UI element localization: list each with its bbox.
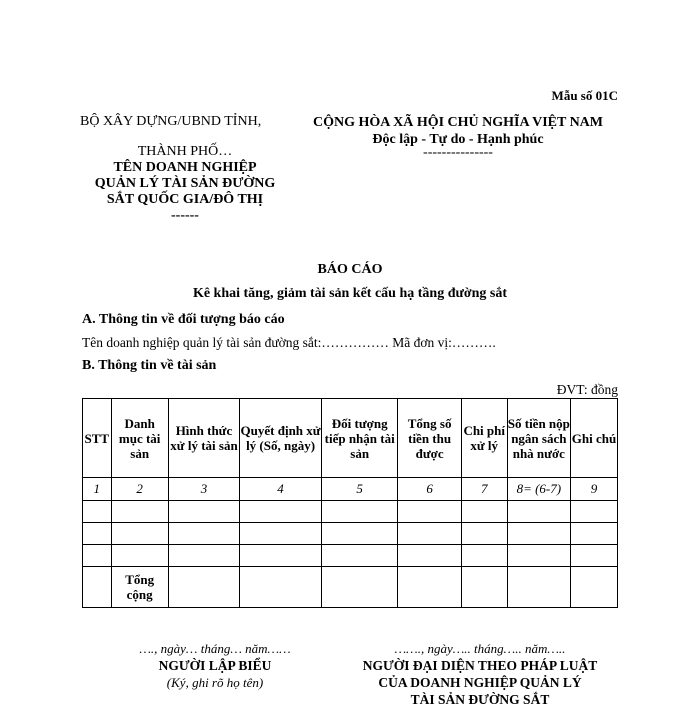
- header-recipient: Đối tượng tiếp nhận tài sản: [321, 399, 398, 478]
- table-cell: [398, 545, 461, 567]
- city-name: THÀNH PHỐ…: [137, 144, 233, 159]
- table-cell: [461, 523, 507, 545]
- table-cell: [111, 501, 168, 523]
- agency-name: BỘ XÂY DỰNG/UBND TỈNH,: [80, 114, 262, 129]
- asset-table: [82, 398, 618, 608]
- header-total-collected: Tổng số tiền thu được: [398, 399, 461, 478]
- index-cell: 8= (6-7): [507, 478, 570, 501]
- header-handling-method: Hình thức xử lý tài sản: [168, 399, 239, 478]
- index-cell: 4: [240, 478, 322, 501]
- header-decision: Quyết định xử lý (Số, ngày): [240, 399, 322, 478]
- index-cell: 2: [111, 478, 168, 501]
- index-cell: 7: [461, 478, 507, 501]
- header-notes: Ghi chú: [570, 399, 617, 478]
- national-motto: Độc lập - Tự do - Hạnh phúc: [372, 132, 544, 147]
- table-cell: [168, 567, 239, 608]
- table-index-row: [83, 478, 618, 501]
- index-cell: 6: [398, 478, 461, 501]
- header-asset-category: Danh mục tài sản: [111, 399, 168, 478]
- table-header-row: [83, 399, 618, 478]
- table-cell: [570, 501, 617, 523]
- table-cell: [321, 545, 398, 567]
- table-row: [83, 501, 618, 523]
- table-cell: [168, 545, 239, 567]
- table-cell: [240, 501, 322, 523]
- representative-date: ……., ngày….. tháng….. năm…..: [394, 641, 566, 656]
- form-number: Mẫu số 01C: [551, 88, 618, 103]
- index-cell: 9: [570, 478, 617, 501]
- total-label: Tổng cộng: [111, 567, 168, 608]
- issuing-agency-block: [80, 114, 290, 224]
- table-cell: [240, 545, 322, 567]
- country-name: CỘNG HÒA XÃ HỘI CHỦ NGHĨA VIỆT NAM: [312, 115, 603, 130]
- header-stt: STT: [83, 399, 112, 478]
- table-cell: [570, 523, 617, 545]
- report-title: BÁO CÁO: [317, 262, 383, 277]
- table-cell: [111, 523, 168, 545]
- table-cell: [461, 501, 507, 523]
- index-cell: 1: [83, 478, 112, 501]
- right-header-separator: ---------------: [423, 145, 493, 160]
- national-header-block: [288, 114, 628, 158]
- table-cell: [321, 523, 398, 545]
- table-cell: [461, 545, 507, 567]
- report-subtitle: Kê khai tăng, giảm tài sản kết cấu hạ tầng đường sắt: [192, 286, 508, 301]
- table-cell: [240, 567, 322, 608]
- section-b-heading: B. Thông tin về tài sản: [82, 358, 217, 373]
- representative-role-line2: CỦA DOANH NGHIỆP QUẢN LÝ: [378, 675, 582, 690]
- table-cell: [461, 567, 507, 608]
- section-a-heading: A. Thông tin về đối tượng báo cáo: [82, 312, 285, 327]
- enterprise-name-line3: SẮT QUỐC GIA/ĐÔ THỊ: [106, 192, 264, 207]
- preparer-role: NGƯỜI LẬP BIỂU: [158, 658, 272, 673]
- table-cell: [570, 545, 617, 567]
- preparer-note: (Ký, ghi rõ họ tên): [166, 675, 264, 690]
- table-cell: [321, 501, 398, 523]
- table-cell: [83, 545, 112, 567]
- representative-role-line3: TÀI SẢN ĐƯỜNG SẮT: [410, 692, 550, 707]
- table-total-row: [83, 567, 618, 608]
- preparer-signature-block: [90, 640, 340, 691]
- table-cell: [168, 501, 239, 523]
- table-cell: [83, 567, 112, 608]
- enterprise-name-line1: TÊN DOANH NGHIỆP: [113, 160, 257, 175]
- preparer-date: …., ngày… tháng… năm……: [139, 641, 291, 656]
- table-cell: [507, 545, 570, 567]
- index-cell: 3: [168, 478, 239, 501]
- table-cell: [168, 523, 239, 545]
- currency-unit: ĐVT: đồng: [556, 382, 618, 397]
- table-cell: [507, 567, 570, 608]
- header-state-budget: Số tiền nộp ngân sách nhà nước: [507, 399, 570, 478]
- table-cell: [83, 501, 112, 523]
- table-row: [83, 523, 618, 545]
- left-header-separator: ------: [171, 208, 199, 223]
- table-cell: [507, 523, 570, 545]
- table-cell: [240, 523, 322, 545]
- enterprise-name-line2: QUẢN LÝ TÀI SẢN ĐƯỜNG: [94, 176, 276, 191]
- enterprise-info-line: Tên doanh nghiệp quản lý tài sản đường sắt:…………… Mã đơn vị:……….: [82, 335, 496, 350]
- table-cell: [570, 567, 617, 608]
- table-cell: [83, 523, 112, 545]
- table-cell: [398, 501, 461, 523]
- table-cell: [398, 523, 461, 545]
- legal-representative-block: [330, 640, 630, 708]
- index-cell: 5: [321, 478, 398, 501]
- table-cell: [398, 567, 461, 608]
- header-handling-cost: Chi phí xử lý: [461, 399, 507, 478]
- representative-role-line1: NGƯỜI ĐẠI DIỆN THEO PHÁP LUẬT: [362, 658, 598, 673]
- table-row: [83, 545, 618, 567]
- table-cell: [111, 545, 168, 567]
- table-cell: [321, 567, 398, 608]
- table-cell: [507, 501, 570, 523]
